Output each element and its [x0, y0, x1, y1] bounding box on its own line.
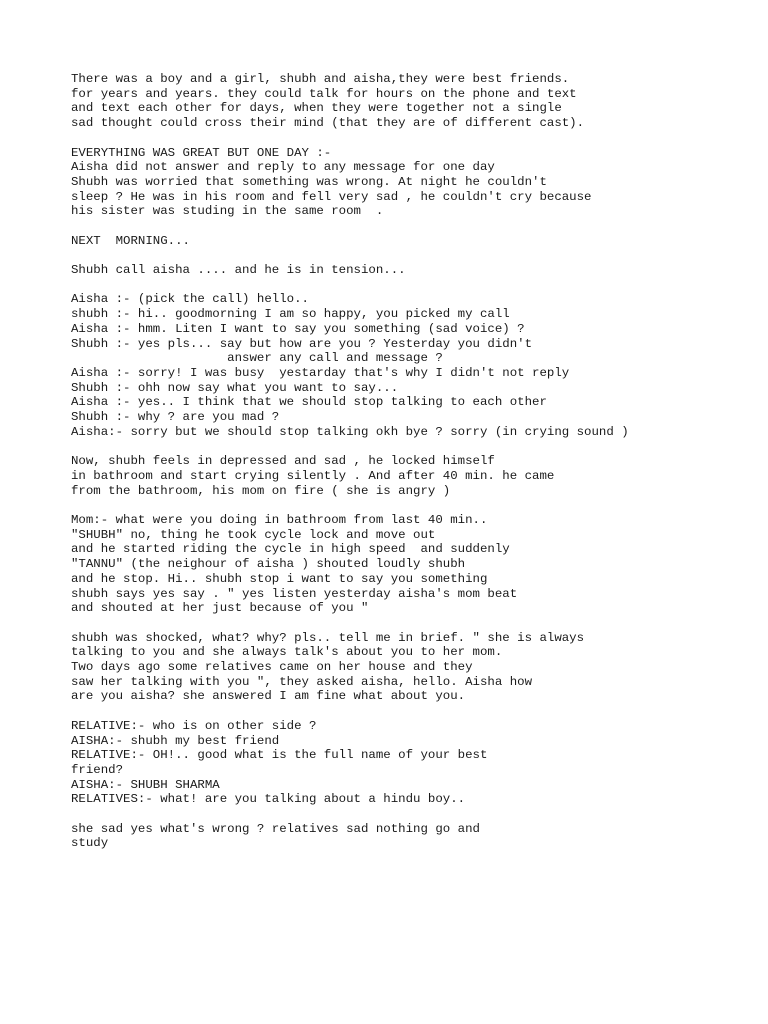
- text-line: Mom:- what were you doing in bathroom from last 40 min..: [71, 513, 488, 527]
- text-line: in bathroom and start crying silently . And after 40 min. he came: [71, 468, 555, 483]
- text-line: "SHUBH" no, thing he took cycle lock and move out: [71, 527, 436, 542]
- text-line: Aisha :- (pick the call) hello..: [71, 292, 309, 307]
- blank-line: [71, 807, 731, 822]
- text-line: AISHA:- SHUBH SHARMA: [71, 777, 220, 792]
- text-line: shubh :- hi.. goodmorning I am so happy, you picked my call: [71, 307, 510, 322]
- blank-line: [71, 219, 731, 234]
- text-line: answer any call and message ?: [71, 351, 443, 366]
- text-line: Aisha:- sorry but we should stop talking okh bye ? sorry (in crying sound ): [71, 424, 629, 439]
- text-line: There was a boy and a girl, shubh and aisha,they were best friends.: [71, 72, 570, 86]
- text-line: talking to you and she always talk's about you to her mom.: [71, 645, 503, 660]
- blank-line: [71, 278, 731, 293]
- text-line: shubh says yes say . " yes listen yesterday aisha's mom beat: [71, 586, 518, 601]
- text-line: Shubh :- ohh now say what you want to say...: [71, 380, 399, 395]
- blank-line: [71, 440, 731, 455]
- text-line: and he stop. Hi.. shubh stop i want to say you something: [71, 571, 488, 586]
- text-line: NEXT MORNING...: [71, 233, 190, 248]
- text-line: and shouted at her just because of you ": [71, 601, 369, 616]
- text-line: RELATIVE:- OH!.. good what is the full name of your best: [71, 748, 488, 763]
- text-line: are you aisha? she answered I am fine what about you.: [71, 689, 466, 704]
- text-line: Shubh call aisha .... and he is in tension...: [71, 263, 406, 278]
- text-line: Shubh was worried that something was wrong. At night he couldn't: [71, 174, 547, 189]
- text-line: shubh was shocked, what? why? pls.. tell me in brief. " she is always: [71, 630, 585, 645]
- text-line: saw her talking with you ", they asked aisha, hello. Aisha how: [71, 674, 533, 689]
- text-line: study: [71, 836, 109, 851]
- blank-line: [71, 498, 731, 513]
- text-line: his sister was studing in the same room .: [71, 204, 384, 219]
- blank-line: [71, 248, 731, 263]
- text-line: sad thought could cross their mind (that they are of different cast).: [71, 116, 585, 131]
- text-line: friend?: [71, 762, 124, 777]
- text-line: from the bathroom, his mom on fire ( she is angry ): [71, 483, 451, 498]
- blank-line: [71, 704, 731, 719]
- text-line: Shubh :- why ? are you mad ?: [71, 410, 280, 425]
- text-line: Aisha :- sorry! I was busy yestarday that's why I didn't not reply: [71, 366, 570, 380]
- text-line: Aisha :- hmm. Liten I want to say you something (sad voice) ?: [71, 321, 525, 336]
- text-line: Aisha did not answer and reply to any message for one day: [71, 160, 495, 175]
- text-line: sleep ? He was in his room and fell very sad , he couldn't cry because: [71, 189, 592, 204]
- text-line: "TANNU" (the neighour of aisha ) shouted loudly shubh: [71, 557, 466, 572]
- text-line: she sad yes what's wrong ? relatives sad nothing go and: [71, 821, 480, 836]
- text-line: and he started riding the cycle in high speed and suddenly: [71, 542, 510, 557]
- text-line: Aisha :- yes.. I think that we should stop talking to each other: [71, 395, 547, 410]
- text-line: AISHA:- shubh my best friend: [71, 733, 280, 748]
- text-line: for years and years. they could talk for hours on the phone and text: [71, 86, 577, 101]
- text-line: and text each other for days, when they were together not a single: [71, 101, 562, 116]
- text-line: Shubh :- yes pls... say but how are you ? Yesterday you didn't: [71, 336, 533, 351]
- story-text: [71, 72, 731, 851]
- text-line: RELATIVES:- what! are you talking about a hindu boy..: [71, 792, 466, 807]
- text-line: Now, shubh feels in depressed and sad , he locked himself: [71, 454, 495, 469]
- text-line: Two days ago some relatives came on her house and they: [71, 660, 473, 675]
- text-line: RELATIVE:- who is on other side ?: [71, 718, 317, 733]
- blank-line: [71, 131, 731, 146]
- blank-line: [71, 616, 731, 631]
- text-line: EVERYTHING WAS GREAT BUT ONE DAY :-: [71, 145, 332, 160]
